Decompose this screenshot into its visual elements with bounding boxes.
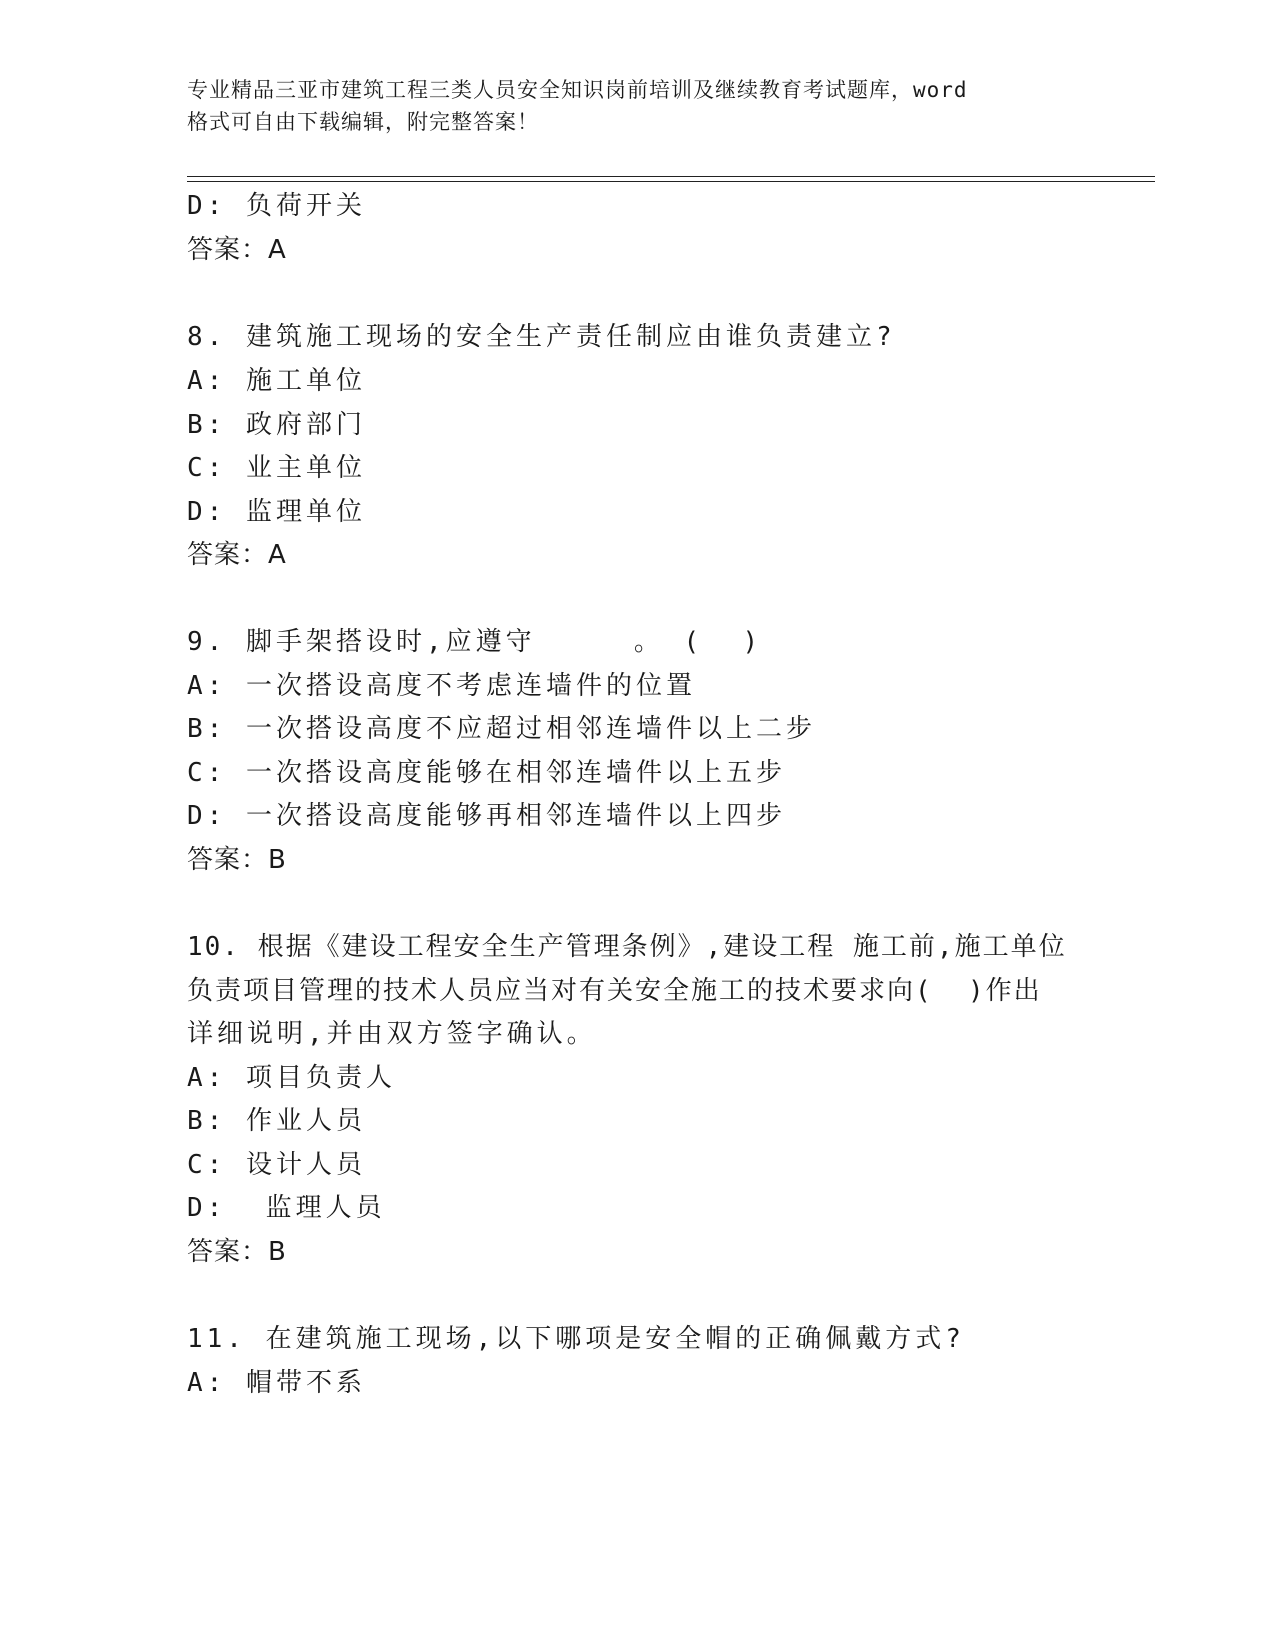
q9-option-d: D: 一次搭设高度能够再相邻连墙件以上四步 bbox=[187, 801, 786, 831]
q8-option-c: C: 业主单位 bbox=[187, 453, 366, 483]
prev-option-d: D: 负荷开关 bbox=[187, 191, 366, 221]
q8-option-a: A: 施工单位 bbox=[187, 366, 366, 396]
q10-stem-line-2: 负责项目管理的技术人员应当对有关安全施工的技术要求向( )作出 bbox=[187, 976, 1042, 1006]
q8-stem: 8. 建筑施工现场的安全生产责任制应由谁负责建立? bbox=[187, 322, 896, 352]
q9-option-a: A: 一次搭设高度不考虑连墙件的位置 bbox=[187, 671, 696, 701]
header-rule-top bbox=[187, 176, 1155, 177]
document-header bbox=[187, 74, 1087, 138]
q11-stem: 11. 在建筑施工现场,以下哪项是安全帽的正确佩戴方式? bbox=[187, 1324, 965, 1354]
q8-option-d: D: 监理单位 bbox=[187, 497, 366, 527]
q8-option-b: B: 政府部门 bbox=[187, 410, 366, 440]
prev-answer: 答案：A bbox=[187, 235, 287, 265]
q10-option-b: B: 作业人员 bbox=[187, 1106, 366, 1136]
q10-stem-line-1: 10. 根据《建设工程安全生产管理条例》,建设工程 施工前,施工单位 bbox=[187, 932, 1067, 962]
q9-answer: 答案：B bbox=[187, 845, 287, 875]
header-line-2: 格式可自由下载编辑，附完整答案！ bbox=[187, 110, 539, 134]
q9-stem: 9. 脚手架搭设时,应遵守 。 ( ) bbox=[187, 627, 763, 657]
q10-answer: 答案：B bbox=[187, 1237, 287, 1267]
q11-option-a: A: 帽带不系 bbox=[187, 1368, 366, 1398]
q9-option-b: B: 一次搭设高度不应超过相邻连墙件以上二步 bbox=[187, 714, 816, 744]
header-line-1: 专业精品三亚市建筑工程三类人员安全知识岗前培训及继续教育考试题库，word bbox=[187, 78, 968, 102]
q10-stem-line-3: 详细说明,并由双方签字确认。 bbox=[187, 1019, 597, 1049]
q10-option-d: D: 监理人员 bbox=[187, 1193, 386, 1223]
q9-option-c: C: 一次搭设高度能够在相邻连墙件以上五步 bbox=[187, 758, 786, 788]
q10-option-c: C: 设计人员 bbox=[187, 1150, 366, 1180]
q8-answer: 答案：A bbox=[187, 540, 287, 570]
header-rule-bottom bbox=[187, 181, 1155, 182]
q10-option-a: A: 项目负责人 bbox=[187, 1063, 396, 1093]
